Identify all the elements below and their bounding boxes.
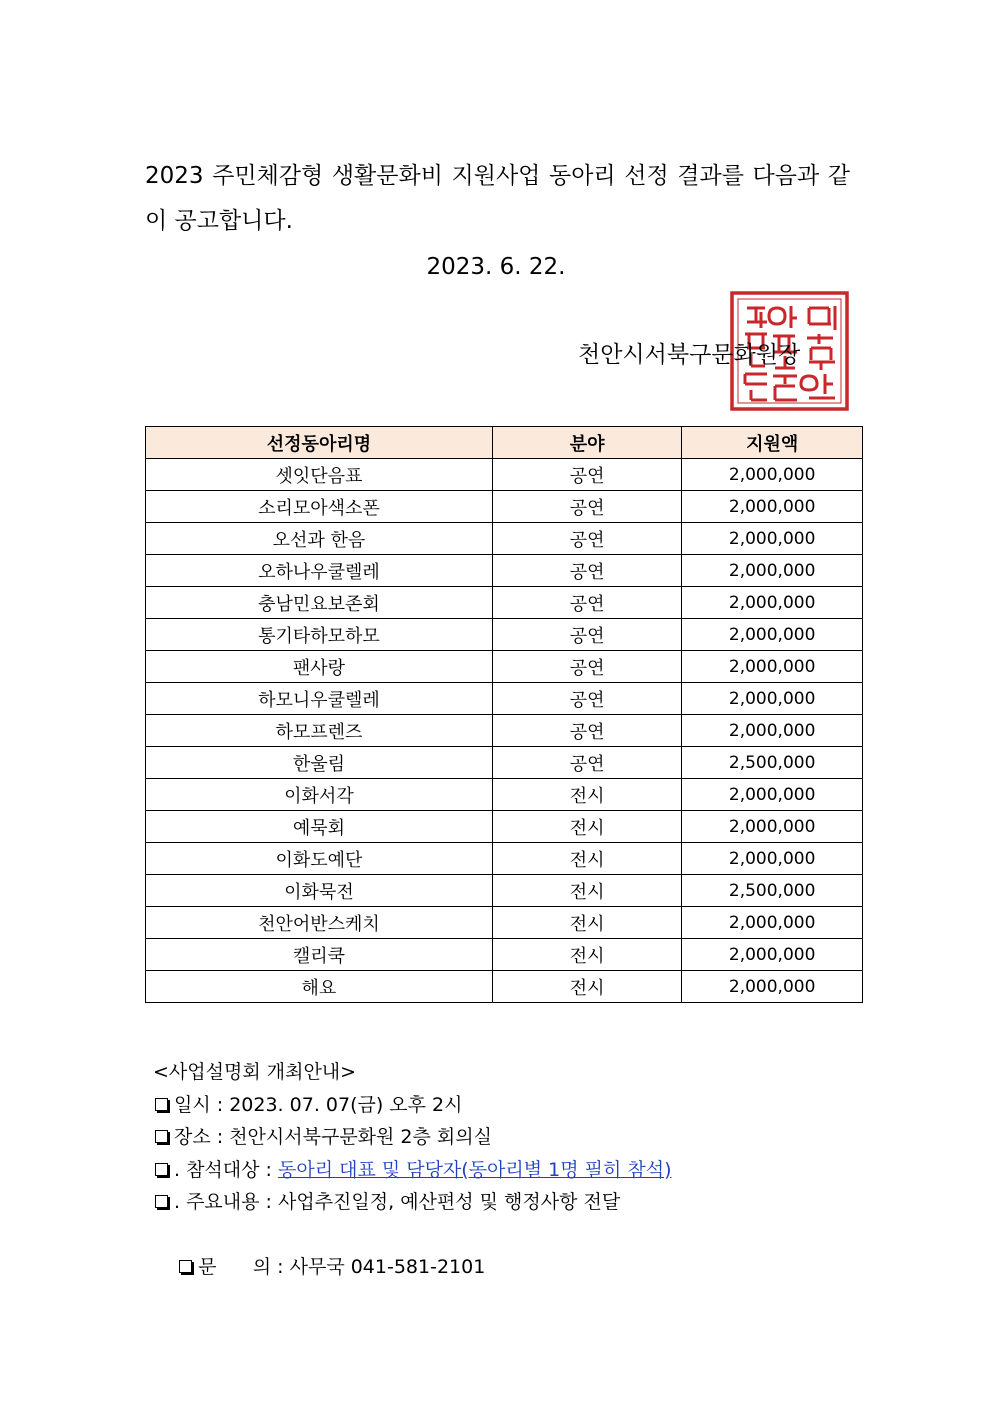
notice-value: 사무국 041-581-2101 <box>289 1256 486 1278</box>
table-row <box>146 907 863 939</box>
club-name-cell: 오하나우쿨렐레 <box>146 555 493 587</box>
notice-label: . 참석대상 : <box>174 1158 278 1181</box>
amount-cell: 2,000,000 <box>682 683 863 715</box>
category-cell: 공연 <box>492 459 681 491</box>
notice-label: 문 의 : <box>198 1256 290 1278</box>
amount-cell: 2,500,000 <box>682 747 863 779</box>
category-cell: 공연 <box>492 587 681 619</box>
notice-item-attendees <box>153 1154 672 1187</box>
amount-cell: 2,000,000 <box>682 555 863 587</box>
amount-cell: 2,000,000 <box>682 587 863 619</box>
club-name-cell: 오선과 한음 <box>146 523 493 555</box>
table-row <box>146 971 863 1003</box>
checkbox-icon <box>155 1195 168 1208</box>
issuer-name: 천안시서북구문화원장 <box>578 342 801 368</box>
announcement-intro: 2023 주민체감형 생활문화비 지원사업 동아리 선정 결과를 다음과 같이 공고합니다. <box>145 163 850 234</box>
amount-cell: 2,000,000 <box>682 523 863 555</box>
notice-label: . 주요내용 : <box>174 1191 278 1213</box>
table-row <box>146 715 863 747</box>
category-cell: 전시 <box>492 875 681 907</box>
club-name-cell: 셋잇단음표 <box>146 459 493 491</box>
notice-item-venue <box>153 1121 672 1154</box>
notice-item-contact <box>153 1219 672 1317</box>
table-row <box>146 555 863 587</box>
category-cell: 전시 <box>492 779 681 811</box>
table-row <box>146 875 863 907</box>
notice-item-agenda <box>153 1186 672 1219</box>
amount-cell: 2,000,000 <box>682 715 863 747</box>
category-cell: 공연 <box>492 715 681 747</box>
club-name-cell: 캘리쿡 <box>146 939 493 971</box>
amount-cell: 2,000,000 <box>682 939 863 971</box>
category-cell: 공연 <box>492 651 681 683</box>
header-club-name: 선정동아리명 <box>146 427 493 459</box>
table-row <box>146 651 863 683</box>
amount-cell: 2,000,000 <box>682 619 863 651</box>
club-name-cell: 이화서각 <box>146 779 493 811</box>
header-category: 분야 <box>492 427 681 459</box>
category-cell: 전시 <box>492 907 681 939</box>
category-cell: 공연 <box>492 555 681 587</box>
club-name-cell: 해요 <box>146 971 493 1003</box>
table-row <box>146 587 863 619</box>
amount-cell: 2,000,000 <box>682 651 863 683</box>
club-name-cell: 이화도예단 <box>146 843 493 875</box>
club-name-cell: 통기타하모하모 <box>146 619 493 651</box>
club-name-cell: 예묵회 <box>146 811 493 843</box>
table-row <box>146 459 863 491</box>
announcement-date: 2023. 6. 22. <box>426 254 566 280</box>
amount-cell: 2,000,000 <box>682 843 863 875</box>
amount-cell: 2,000,000 <box>682 459 863 491</box>
table-row <box>146 811 863 843</box>
table-row <box>146 619 863 651</box>
amount-cell: 2,000,000 <box>682 811 863 843</box>
briefing-notice <box>153 1056 672 1316</box>
notice-value: 사업추진일정, 예산편성 및 행정사항 전달 <box>277 1191 621 1213</box>
club-name-cell: 하모프렌즈 <box>146 715 493 747</box>
notice-label: 일시 : <box>174 1093 230 1116</box>
club-name-cell: 이화묵전 <box>146 875 493 907</box>
category-cell: 공연 <box>492 747 681 779</box>
attendees-link[interactable]: 동아리 대표 및 담당자(동아리별 1명 필히 참석) <box>277 1158 672 1181</box>
table-row <box>146 779 863 811</box>
notice-title: <사업설명회 개최안내> <box>153 1061 357 1083</box>
amount-cell: 2,000,000 <box>682 907 863 939</box>
amount-cell: 2,000,000 <box>682 491 863 523</box>
amount-cell: 2,500,000 <box>682 875 863 907</box>
table-row <box>146 683 863 715</box>
club-name-cell: 천안어반스케치 <box>146 907 493 939</box>
checkbox-icon <box>179 1260 192 1273</box>
category-cell: 공연 <box>492 683 681 715</box>
checkbox-icon <box>155 1130 168 1143</box>
amount-cell: 2,000,000 <box>682 779 863 811</box>
checkbox-icon <box>155 1163 168 1176</box>
header-amount: 지원액 <box>682 427 863 459</box>
table-row <box>146 523 863 555</box>
amount-cell: 2,000,000 <box>682 971 863 1003</box>
selection-results-table <box>145 426 863 1003</box>
table-row <box>146 939 863 971</box>
club-name-cell: 충남민요보존회 <box>146 587 493 619</box>
category-cell: 전시 <box>492 939 681 971</box>
club-name-cell: 하모니우쿨렐레 <box>146 683 493 715</box>
category-cell: 전시 <box>492 811 681 843</box>
category-cell: 공연 <box>492 619 681 651</box>
category-cell: 공연 <box>492 523 681 555</box>
notice-value: 천안시서북구문화원 2층 회의실 <box>229 1126 492 1148</box>
category-cell: 전시 <box>492 843 681 875</box>
table-row <box>146 747 863 779</box>
category-cell: 전시 <box>492 971 681 1003</box>
table-row <box>146 491 863 523</box>
club-name-cell: 한울림 <box>146 747 493 779</box>
table-header-row <box>146 427 863 459</box>
checkbox-icon <box>155 1098 168 1111</box>
notice-label: 장소 : <box>174 1126 230 1148</box>
club-name-cell: 팬사랑 <box>146 651 493 683</box>
notice-value: 2023. 07. 07(금) 오후 2시 <box>229 1093 463 1116</box>
notice-item-datetime <box>153 1089 672 1122</box>
club-name-cell: 소리모아색소폰 <box>146 491 493 523</box>
table-row <box>146 843 863 875</box>
category-cell: 공연 <box>492 491 681 523</box>
